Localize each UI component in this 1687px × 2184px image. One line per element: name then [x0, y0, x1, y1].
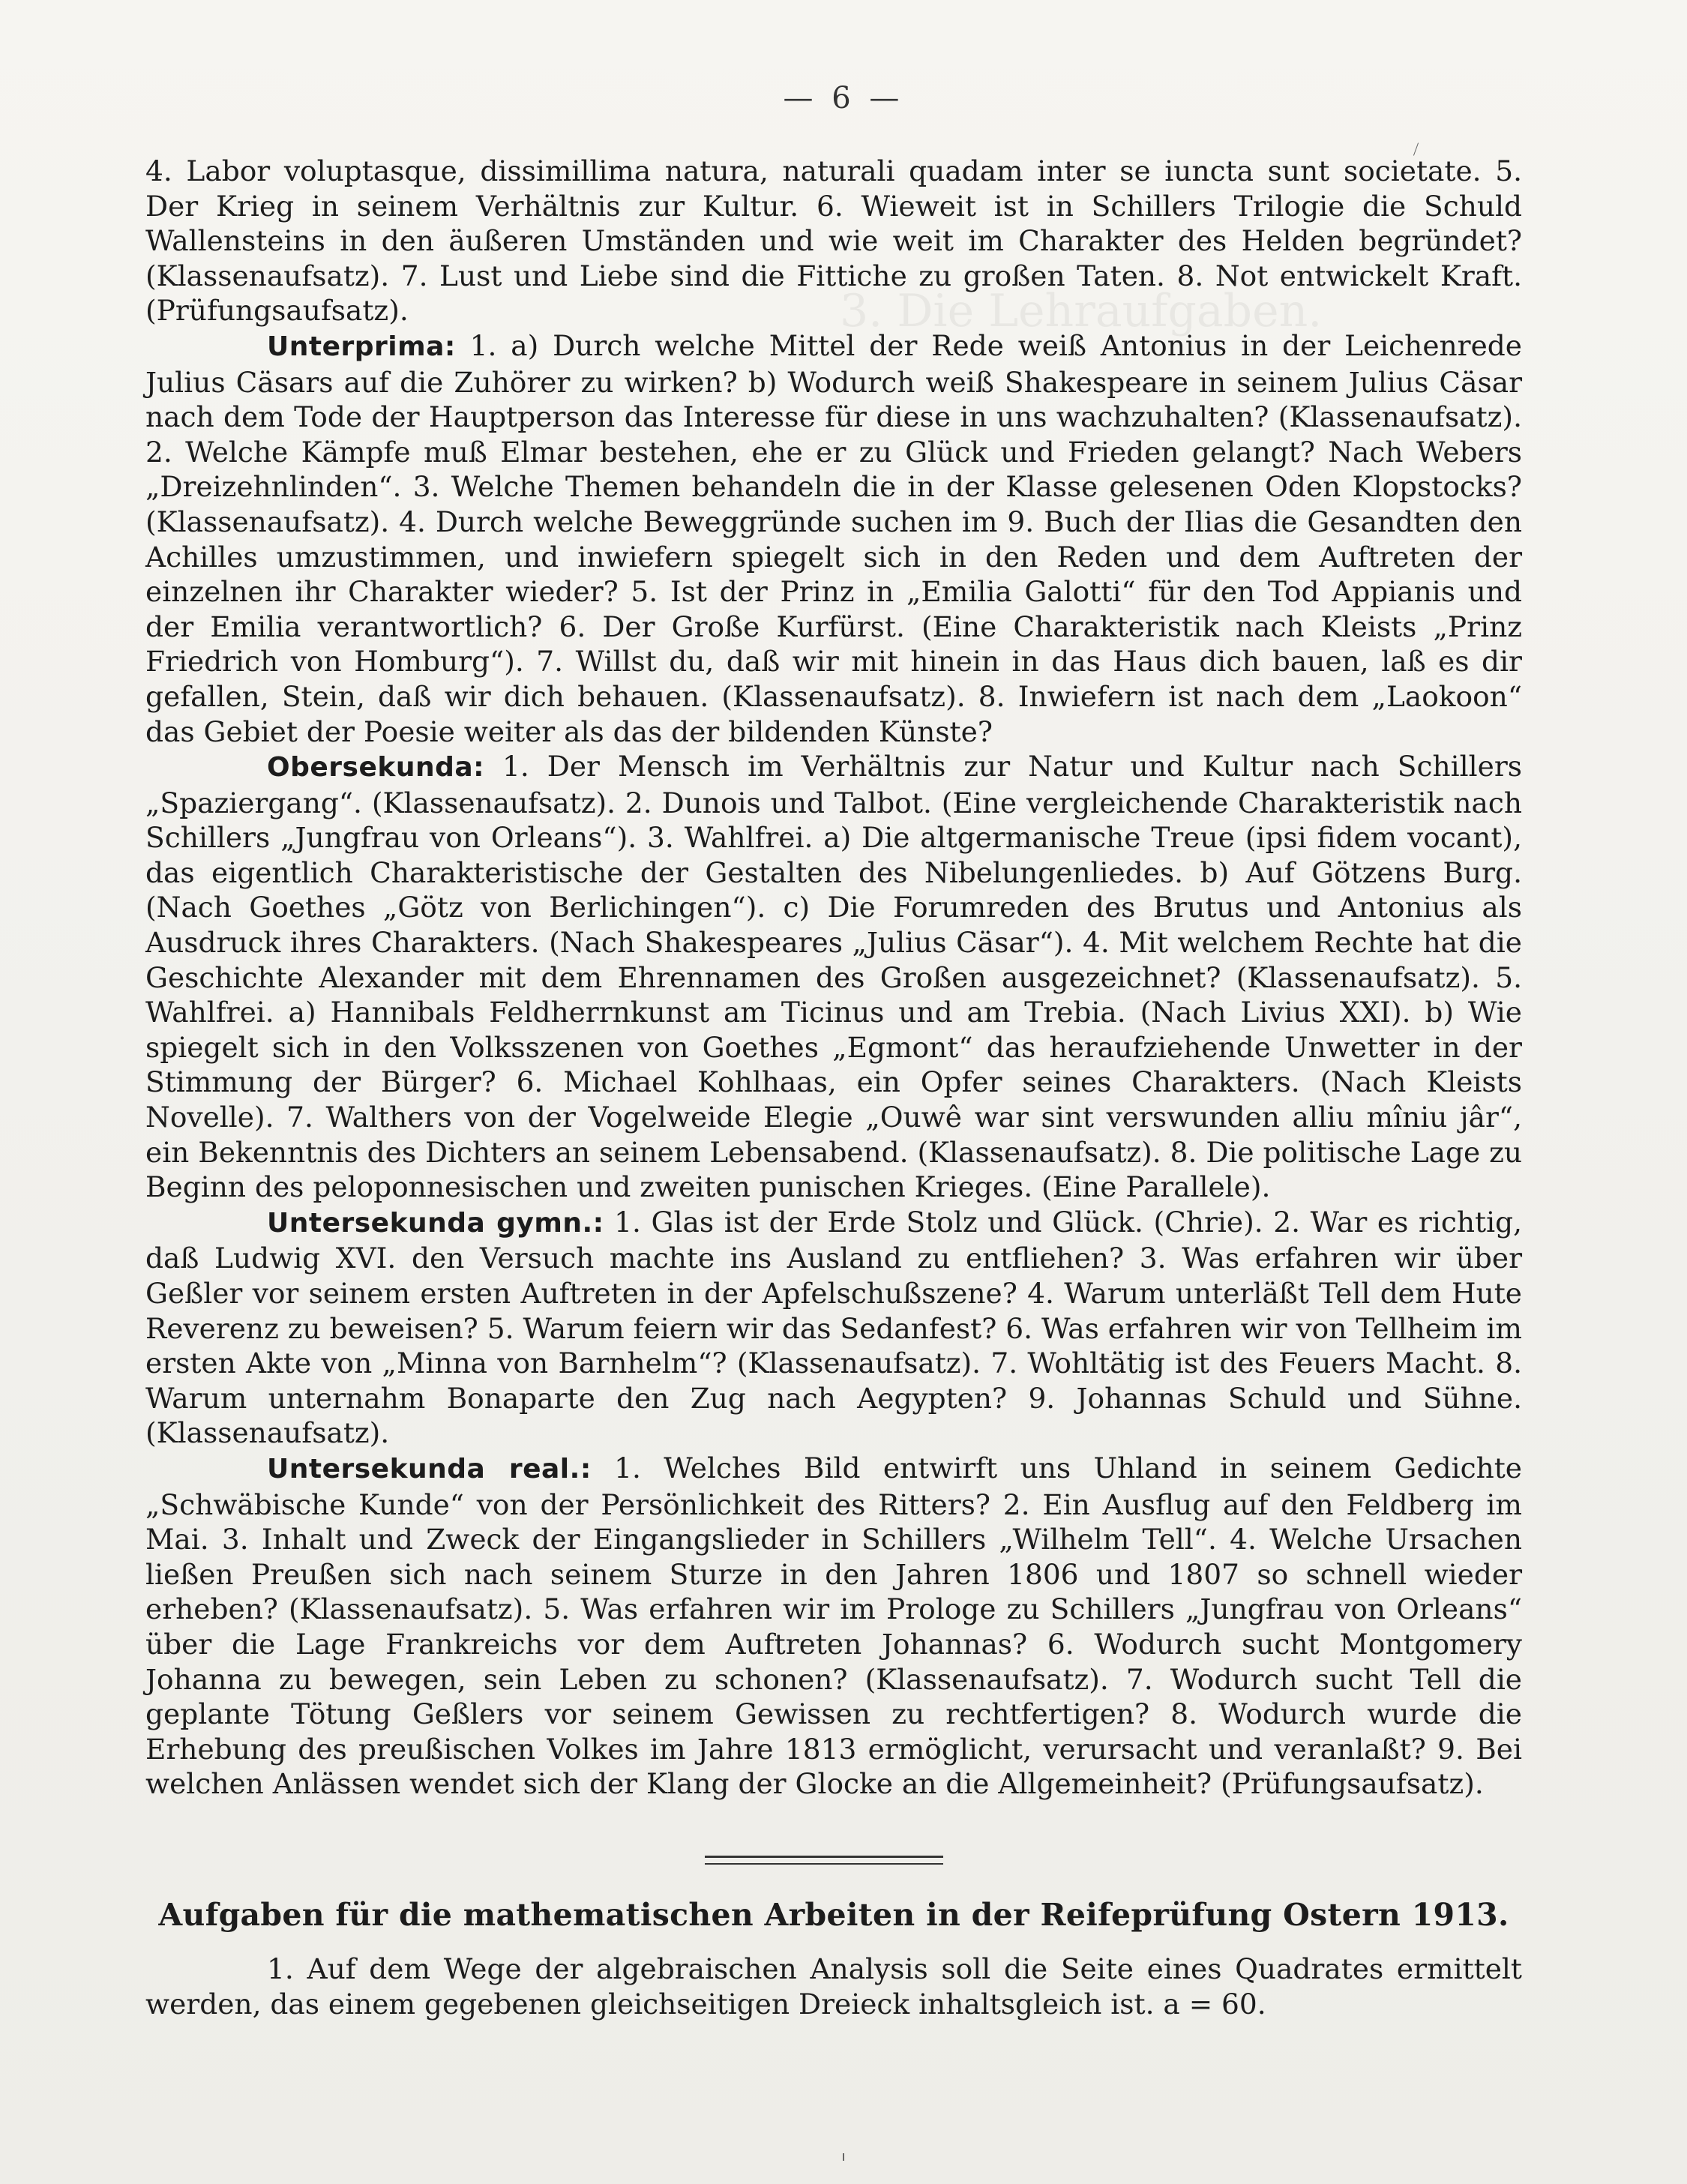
- section-text: 1. a) Durch welche Mittel der Rede weiß Antonius in der Leichenrede Julius Cäsars auf die Zuhörer zu wirken? b) Wodurch weiß Shakespeare in seinem Julius Cäsar nach dem Tode der Hauptperson das Interesse für diese in uns wachzuhalten? (Klassenaufsatz). 2. Welche Kämpfe muß Elmar bestehen, ehe er zu Glück und Frieden gelangt? Nach Webers „Dreizehnlinden“. 3. Welche Themen behandeln die in der Klasse gelesenen Oden Klopstocks? (Klassenaufsatz). 4. Durch welche Beweggründe suchen im 9. Buch der Ilias die Gesandten den Achilles umzustimmen, und inwiefern spiegelt sich in den Reden und dem Auftreten der einzelnen ihr Charakter wieder? 5. Ist der Prinz in „Emilia Galotti“ für den Tod Appianis und der Emilia verantwortlich? 6. Der Große Kurfürst. (Eine Charakteristik nach Kleists „Prinz Friedrich von Homburg“). 7. Willst du, daß wir mit hinein in das Haus dich bauen, laß es dir gefallen, Stein, daß wir dich behauen. (Klassenaufsatz). 8. Inwiefern ist nach dem „Laokoon“ das Gebiet der Poesie weiter als das der bildenden Künste?: [145, 328, 1522, 748]
- divider-line: [705, 1863, 943, 1865]
- divider-line: [705, 1856, 943, 1858]
- page-number: — 6 —: [783, 81, 904, 115]
- section-divider: [705, 1856, 943, 1870]
- section-label: Unterprima:: [267, 331, 456, 362]
- section-label: Untersekunda real.:: [267, 1453, 592, 1484]
- essay-topics-body: [145, 154, 1522, 1802]
- section-text: 1. Glas ist der Erde Stolz und Glück. (Chrie). 2. War es richtig, daß Ludwig XVI. den Versuch machte ins Ausland zu entfliehen? 3. Was erfahren wir über Geßler vor seinem ersten Auftreten in der Apfelschußszene? 4. Warum unterläßt Tell dem Hute Reverenz zu beweisen? 5. Warum feiern wir das Sedanfest? 6. Was erfahren wir von Tellheim im ersten Akte von „Minna von Barnhelm“? (Klassenaufsatz). 7. Wohltätig ist des Feuers Macht. 8. Warum unternahm Bonaparte den Zug nach Aegypten? 9. Johannas Schuld und Sühne. (Klassenaufsatz).: [145, 1205, 1522, 1450]
- math-tasks: [145, 1952, 1522, 2021]
- section-unterprima: [145, 328, 1522, 749]
- section-obersekunda: [145, 749, 1522, 1205]
- section-untersekunda-gymn: [145, 1205, 1522, 1451]
- section-text: 4. Labor voluptasque, dissimillima natura, naturali quadam inter se iuncta sunt societate. 5. Der Krieg in seinem Verhältnis zur Kultur. 6. Wieweit ist in Schillers Trilogie die Schuld Wallensteins in den äußeren Umständen und wie weit im Charakter des Helden begründet? (Klassenaufsatz). 7. Lust und Liebe sind die Fittiche zu großen Taten. 8. Not entwickelt Kraft. (Prüfungsaufsatz).: [145, 154, 1522, 328]
- math-section-heading: Aufgaben für die mathematischen Arbeiten in der Reifeprüfung Ostern 1913.: [158, 1897, 1509, 1933]
- section-label: Obersekunda:: [267, 752, 485, 783]
- paper-speck: [843, 2153, 844, 2161]
- section-untersekunda-real: [145, 1451, 1522, 1802]
- section-label: Untersekunda gymn.:: [267, 1207, 604, 1239]
- section-text: 1. Der Mensch im Verhältnis zur Natur und Kultur nach Schillers „Spaziergang“. (Klassenaufsatz). 2. Dunois und Talbot. (Eine vergleichende Charakteristik nach Schillers „Jungfrau von Orleans“). 3. Wahlfrei. a) Die altgermanische Treue (ipsi fidem vocant), das eigentlich Charakteristische der Gestalten des Nibelungenliedes. b) Auf Götzens Burg. (Nach Goethes „Götz von Berlichingen“). c) Die Forumreden des Brutus und Antonius als Ausdruck ihres Charakters. (Nach Shakespeares „Julius Cäsar“). 4. Mit welchem Rechte hat die Geschichte Alexander mit dem Ehrennamen des Großen ausgezeichnet? (Klassenaufsatz). 5. Wahlfrei. a) Hannibals Feldherrnkunst am Ticinus und am Trebia. (Nach Livius XXI). b) Wie spiegelt sich in den Volksszenen von Goethes „Egmont“ das heraufziehende Unwetter in der Stimmung der Bürger? 6. Michael Kohlhaas, ein Opfer seines Charakters. (Nach Kleists Novelle). 7. Walthers von der Vogelweide Elegie „Ouwê war sint verswunden alliu mîniu jâr“, ein Bekenntnis des Dichters an seinem Lebensabend. (Klassenaufsatz). 8. Die politische Lage zu Beginn des peloponnesischen und zweiten punischen Krieges. (Eine Parallele).: [145, 750, 1522, 1204]
- section-oberprima-continued: [145, 154, 1522, 328]
- bleed-through-shadow: 3. Die Lehraufgaben.: [840, 285, 1323, 337]
- math-task-item: 1. Auf dem Wege der algebraischen Analysis soll die Seite eines Quadrates ermittelt werden, das einem gegebenen gleichseitigen Dreieck inhaltsgleich ist. a = 60.: [145, 1952, 1522, 2021]
- section-text: 1. Welches Bild entwirft uns Uhland in seinem Gedichte „Schwäbische Kunde“ von der Persönlichkeit des Ritters? 2. Ein Ausflug auf den Feldberg im Mai. 3. Inhalt und Zweck der Eingangslieder in Schillers „Wilhelm Tell“. 4. Welche Ursachen ließen Preußen sich nach seinem Sturze in den Jahren 1806 und 1807 so schnell wieder erheben? (Klassenaufsatz). 5. Was erfahren wir im Prologe zu Schillers „Jungfrau von Orleans“ über die Lage Frankreichs vor dem Auftreten Johannas? 6. Wodurch sucht Montgomery Johanna zu bewegen, sein Leben zu schonen? (Klassenaufsatz). 7. Wodurch sucht Tell die geplante Tötung Geßlers vor seinem Gewissen zu rechtfertigen? 8. Wodurch wurde die Erhebung des preußischen Volkes im Jahre 1813 ermöglicht, verursacht und veranlaßt? 9. Bei welchen Anlässen wendet sich der Klang der Glocke an die Allgemeinheit? (Prüfungsaufsatz).: [145, 1451, 1522, 1801]
